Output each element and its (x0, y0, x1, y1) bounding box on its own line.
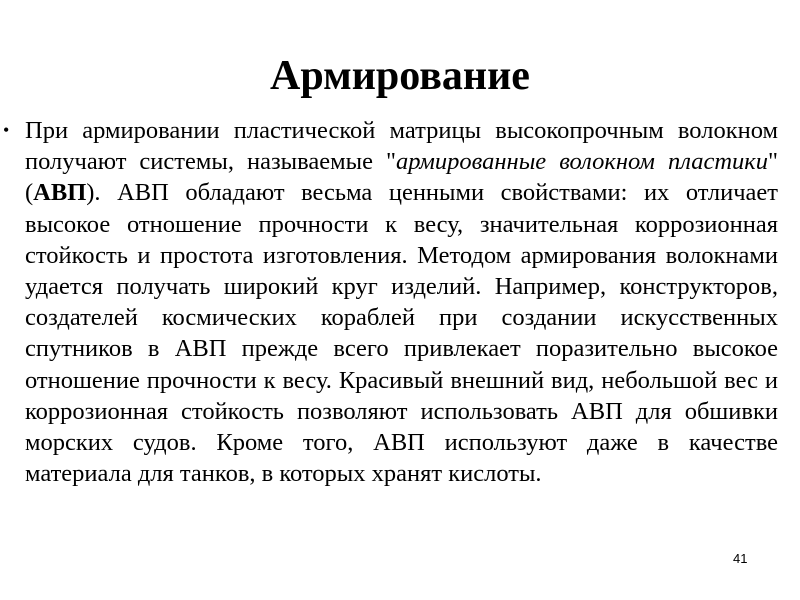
paragraph-text-part2: " ( (25, 148, 779, 207)
paragraph-text-part1: При армировании пластической матрицы высокопрочным волокном получают системы, называемые " (25, 117, 778, 176)
bullet-paragraph (25, 115, 778, 489)
paragraph-text-part3: ). АВП обладают весьма ценными свойствами: их отличает высокое отношение прочности к весу, значительная коррозионная стойкость и простота изготовления. Методом армирования волокнами удается получать широкий круг изделий. Например, конструкторов, создателей космических кораблей при создании искусственных спутников в АВП прежде всего привлекает поразительно высокое отношение прочности к весу. Красивый внешний вид, небольшой вес и коррозионная стойкость позволяют использовать АВП для обшивки морских судов. Кроме того, АВП используют даже в качестве материала для танков, в которых хранят кислоты. (25, 179, 778, 488)
bullet-marker: • (3, 120, 10, 140)
page-number: 41 (733, 551, 748, 566)
slide-title: Армирование (270, 53, 530, 99)
paragraph-italic-term: армированные волокном пластики (396, 148, 768, 176)
paragraph-bold-abbreviation: АВП (33, 179, 87, 207)
